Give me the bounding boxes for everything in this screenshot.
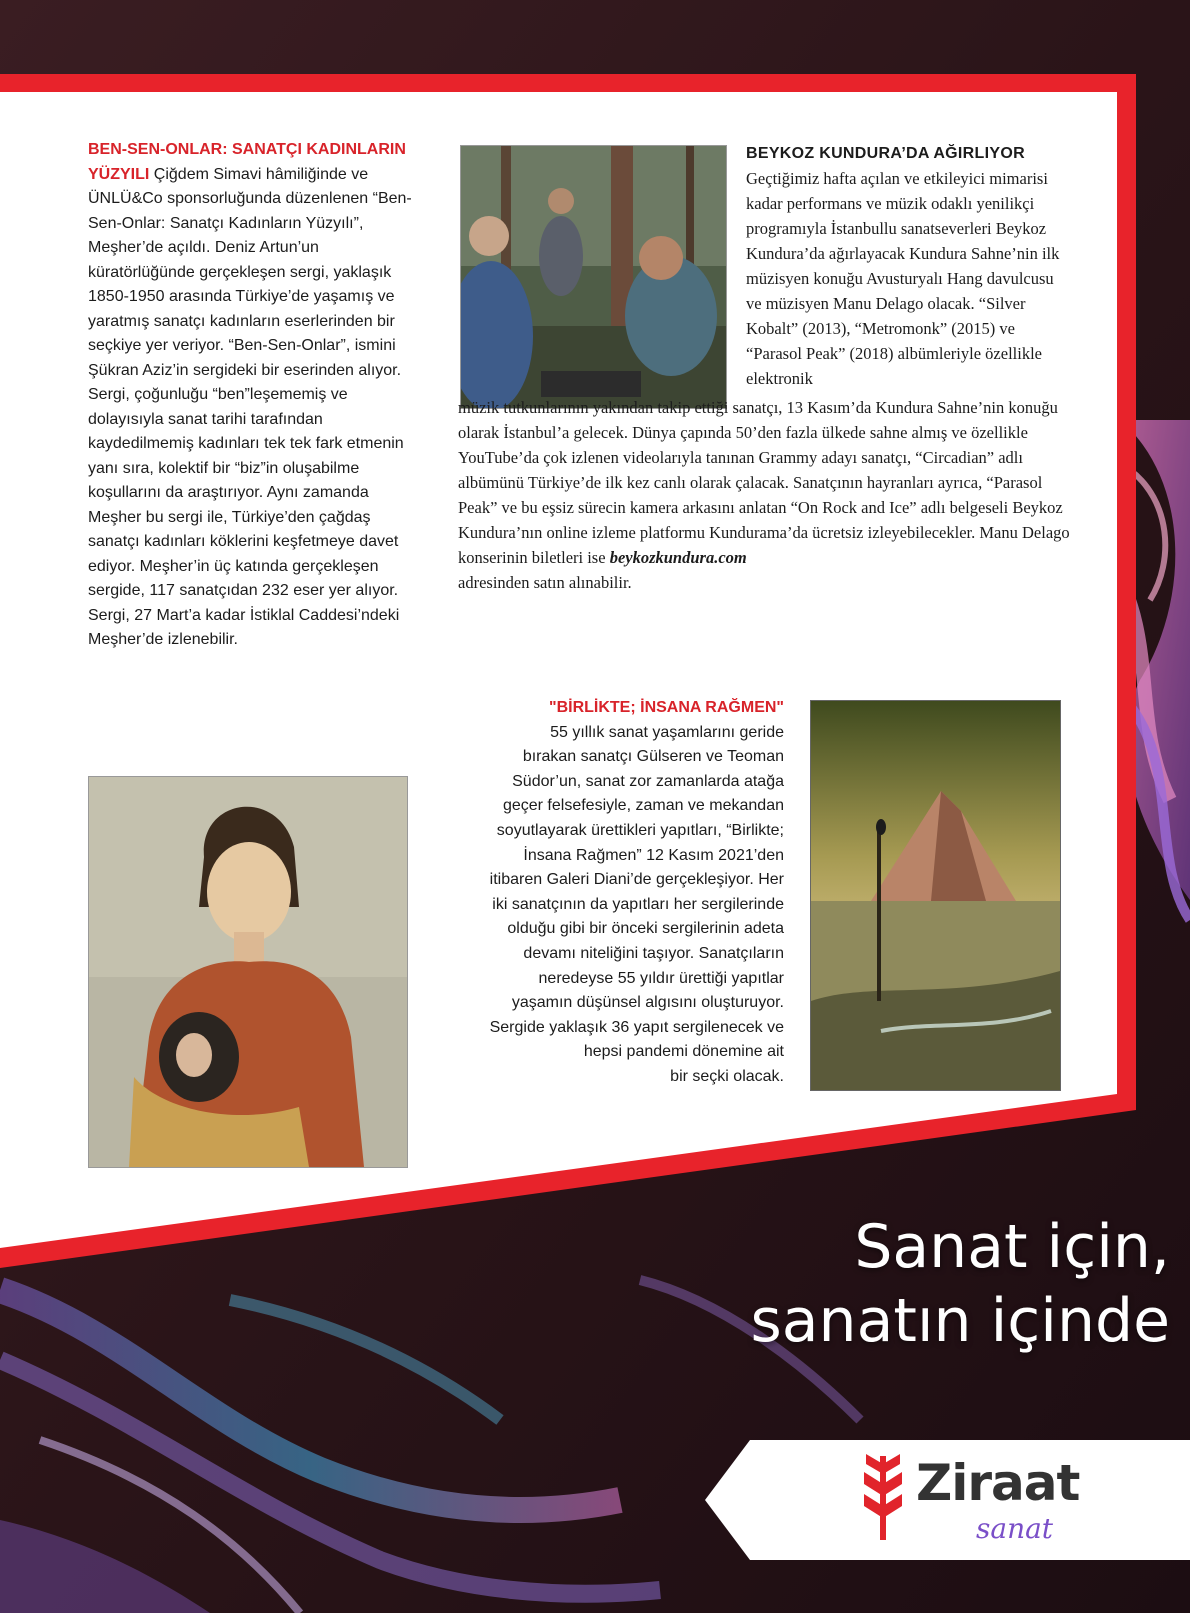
slogan-line-2: sanatın içinde: [750, 1286, 1170, 1356]
logo-sub: sanat: [976, 1512, 1054, 1545]
painting-mountain-landscape: [810, 700, 1061, 1091]
article-line: Südor’un, sanat zor zamanlarda atağa: [512, 772, 784, 790]
article-line: iki sanatçının da yapıtları her sergilerinde: [492, 895, 784, 913]
article-line: hepsi pandemi dönemine ait: [583, 1043, 784, 1061]
article-line: devamı niteliğini taşıyor. Sanatçıların: [523, 944, 784, 962]
article-body-end: adresinden satın alınabilir.: [458, 573, 632, 592]
article-line: Sergide yaklaşık 36 yapıt sergilenecek ve: [489, 1018, 784, 1036]
photo-musicians-forest: [460, 145, 727, 409]
article-line: yaşamın düşünsel algısını oluşturuyor.: [511, 994, 784, 1012]
article-heading: BEYKOZ KUNDURA’DA AĞIRLIYOR: [746, 145, 1025, 162]
article-birlikte: [446, 696, 784, 1090]
article-beykoz-intro: [746, 141, 1066, 391]
article-line: bir seçki olacak.: [670, 1067, 784, 1085]
article-heading: "BİRLİKTE; İNSANA RAĞMEN": [548, 699, 784, 716]
article-line: 55 yıllık sanat yaşamlarını geride: [550, 723, 784, 741]
wheat-icon: [858, 1450, 908, 1540]
article-line: neredeyse 55 yıldır ürettiği yapıtlar: [538, 969, 784, 987]
logo-word: Ziraat: [916, 1454, 1080, 1512]
article-body: Çiğdem Simavi hâmiliğinde ve ÜNLÜ&Co sponsorluğunda düzenlenen “Ben-Sen-Onlar: Sanatçı Kadınların Yüzyılı”, Meşher’de açıldı. Deniz Artun’un küratörlüğünde gerçekleşen sergi, yaklaşık 1850-1950 arasında Türkiye’de yaşamış ve yaratmış sanatçı kadınların eserlerinden bir seçkiye yer veriyor. “Ben-Sen-Onlar”, ismini Şükran Aziz’in sergideki bir eserinden alıyor. Sergi, çoğunluğu “ben”leşememiş ve dolayısıyla sanat tarihi tarafından kaydedilmemiş kadınları tek tek fark etmenin yanı sıra, kolektif bir “biz”in oluşabilme koşullarını da araştırıyor. Aynı zamanda Meşher bu sergi ile, Türkiye’den çağdaş sanatçı kadınları köklerini keşfetmeye davet ediyor. Meşher’in üç katında gerçekleşen sergide, 117 sanatçıdan 232 eser yer alıyor. Sergi, 27 Mart’a kadar İstiklal Caddesi’ndeki Meşher’de izlenebilir.: [88, 165, 412, 648]
article-line: itibaren Galeri Diani’de gerçekleşiyor. Her: [489, 871, 784, 889]
article-beykoz-continued: [458, 395, 1070, 595]
article-line: İnsana Rağmen” 12 Kasım 2021’den: [523, 846, 784, 864]
article-body: Geçtiğimiz hafta açılan ve etkileyici mimarisi kadar performans ve müzik odaklı yenilikçi programıyla İstanbullu sanatseverleri Beykoz Kundura’da ağırlayacak Kundura Sahne’nin ilk müzisyen konuğu Avusturyalı Hang davulcusu ve müzisyen Manu Delago olacak. “Silver Kobalt” (2013), “Metromonk” (2015) ve “Parasol Peak” (2018) albümleriyle özellikle elektronik: [746, 169, 1060, 388]
article-line: soyutlayarak ürettikleri yapıtları, “Birlikte;: [496, 821, 784, 839]
article-ben-sen-onlar: [88, 138, 414, 653]
article-heading: BEN-SEN-ONLAR: SANATÇI KADINLARIN YÜZYILI: [88, 141, 406, 183]
article-body: müzik tutkunlarının yakından takip ettiği sanatçı, 13 Kasım’da Kundura Sahne’nin konuğu olarak İstanbul’a gelecek. Dünya çapında 50’den fazla ülkede sahne almış ve özellikle YouTube’da çok izlenen videolarıyla tanınan Grammy adayı sanatçı, “Circadian” adlı albümünü Türkiye’de ilk kez canlı olarak çalacak. Sanatçının hayranları ayrıca, “Parasol Peak” ve bu eşsiz sürecin kamera arkasını anlatan “On Rock and Ice” adlı belgeseli Beykoz Kundura’nın online izleme platformu Kundurama’da ücretsiz izleyebilecekler. Manu Delago konserinin biletleri ise: [458, 398, 1070, 567]
slogan-line-1: Sanat için,: [854, 1212, 1170, 1282]
article-line: olduğu gibi bir önceki sergilerinin adeta: [507, 920, 784, 938]
article-line: geçer felsefesiyle, zaman ve mekandan: [502, 797, 784, 815]
ziraat-sanat-logo: [858, 1446, 1098, 1556]
website-link[interactable]: beykozkundura.com: [609, 548, 747, 567]
article-line: bırakan sanatçı Gülseren ve Teoman: [522, 748, 784, 766]
painting-girl-with-doll: [88, 776, 408, 1168]
slogan: [751, 1210, 1170, 1358]
